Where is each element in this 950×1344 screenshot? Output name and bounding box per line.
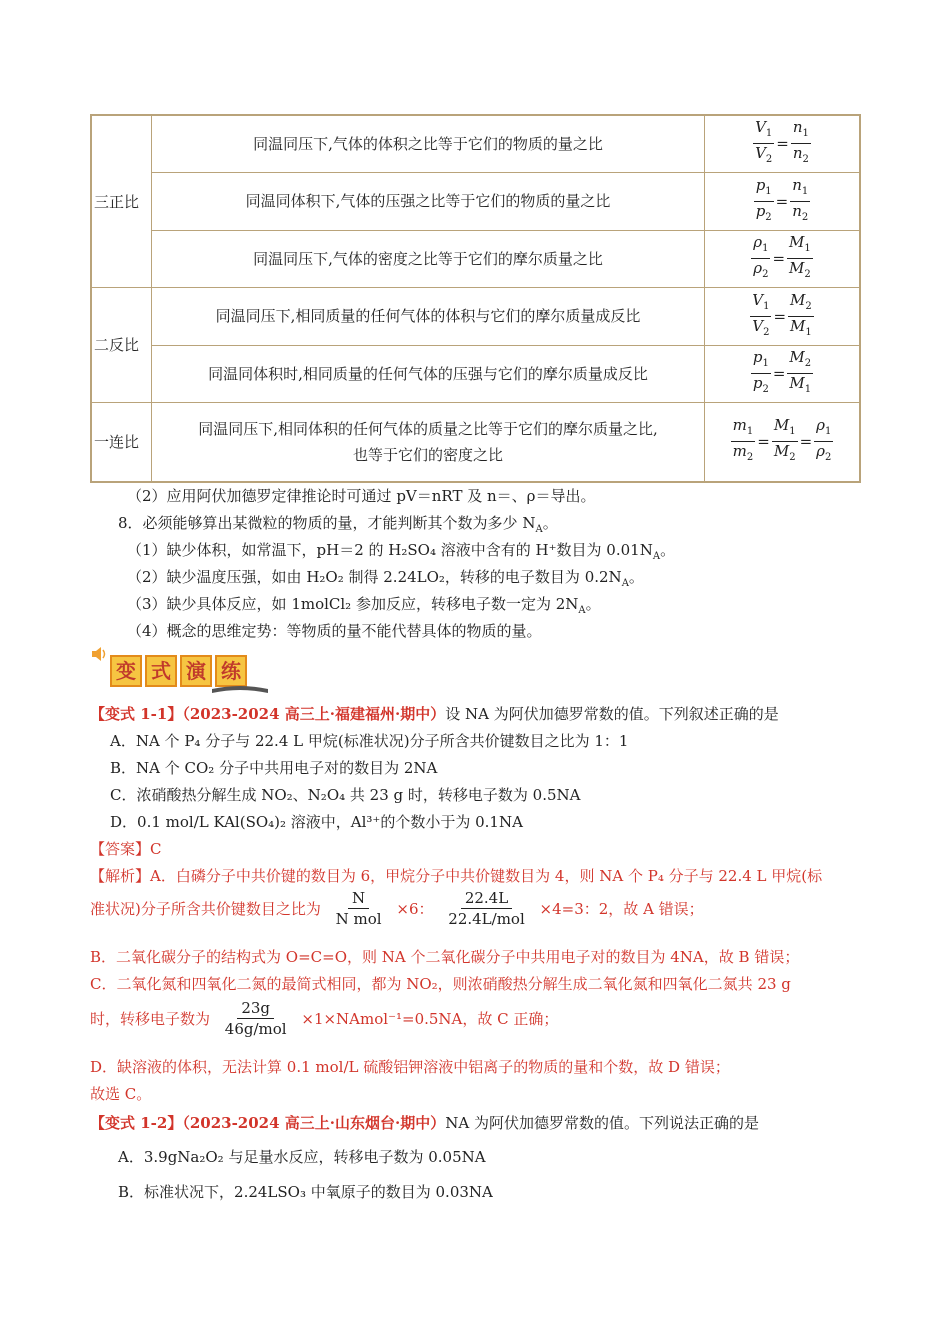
- question-1-header: [90, 703, 779, 724]
- question-2-header: [90, 1112, 759, 1133]
- speaker-icon: [90, 645, 108, 663]
- avogadro-law-table: [90, 114, 861, 483]
- banner-char: 式: [145, 655, 177, 687]
- option-a: A．NA 个 P₄ 分子与 22.4 L 甲烷(标准状况)分子所含共价键数目之比为 1：1: [110, 732, 629, 750]
- banner-char: 演: [180, 655, 212, 687]
- table-row-desc: 同温同压下,气体的密度之比等于它们的摩尔质量之比: [152, 230, 705, 287]
- formula-cell: $\frac{p_1}{p_2}$ = $\frac{n_1}{n_2}$: [705, 172, 861, 230]
- formula-cell: $\frac{m_1}{m_2}$ = $\frac{M_1}{M_2}$ = $\frac{\rho_1}{\rho_2}$: [705, 402, 861, 482]
- question-stem: 设 NA 为阿伏加德罗常数的值。下列叙述正确的是: [445, 705, 779, 723]
- formula-cell: $\frac{V_1}{V_2}$ = $\frac{n_1}{n_2}$: [705, 115, 861, 172]
- banner-char: 练: [215, 655, 247, 687]
- formula-cell: $\frac{V_1}{V_2}$ = $\frac{M_2}{M_1}$: [705, 287, 861, 345]
- section-banner: [90, 645, 270, 695]
- table-row-desc: 同温同压下,气体的体积之比等于它们的物质的量之比: [152, 115, 705, 172]
- formula-cell: $\frac{\rho_1}{\rho_2}$ = $\frac{M_1}{M_2}$: [705, 230, 861, 287]
- note-line: （2）应用阿伏加德罗定律推论时可通过 pV＝nRT 及 n＝、ρ＝导出。: [127, 487, 596, 505]
- question-tag: 【变式 1-2】: [90, 1114, 183, 1132]
- explanation-line: C．二氧化氮和四氧化二氮的最简式相同，都为 NO₂，则浓硝酸热分解生成二氧化氮和四氧化二氮共 23 g: [90, 975, 791, 993]
- group-label: 三正比: [91, 115, 152, 287]
- option-b: B．NA 个 CO₂ 分子中共用电子对的数目为 2NA: [110, 759, 438, 777]
- option-a: A．3.9gNa₂O₂ 与足量水反应，转移电子数为 0.05NA: [118, 1148, 486, 1166]
- table-row-desc: 同温同体积下,气体的压强之比等于它们的物质的量之比: [152, 172, 705, 230]
- banner-char: 变: [110, 655, 142, 687]
- explanation-line: 时，转移电子数为 $\frac{23g}{\text{46g/mol}}$ ×1×NAmol⁻¹=0.5NA，故 C 正确；: [90, 999, 559, 1038]
- question-source: （2023-2024 高三上·福建福州·期中）: [182, 705, 446, 723]
- explanation-line: B．二氧化碳分子的结构式为 O=C=O，则 NA 个二氧化碳分子中共用电子对的数目为 4NA，故 B 错误；: [90, 948, 800, 966]
- book-icon: [210, 683, 270, 697]
- table-row-desc: 同温同压下,相同质量的任何气体的体积与它们的摩尔质量成反比: [152, 287, 705, 345]
- explanation-line: 准状况)分子所含共价键数目之比为 $\frac{N}{\text{N mol}}$ ×6： $\frac{22.4L}{\text{22.4L/mol}}$ ×4=3：2，故 A 错误；: [90, 889, 704, 928]
- group-label: 一连比: [91, 402, 152, 482]
- note-line: （4）概念的思维定势：等物质的量不能代替具体的物质的量。: [127, 622, 542, 640]
- note-line: （3）缺少具体反应，如 1molCl₂ 参加反应，转移电子数一定为 $2N_A$。: [127, 595, 601, 616]
- table-row-desc: 同温同体积时,相同质量的任何气体的压强与它们的摩尔质量成反比: [152, 345, 705, 402]
- option-c: C．浓硝酸热分解生成 NO₂、N₂O₄ 共 23 g 时，转移电子数为 0.5NA: [110, 786, 581, 804]
- group-label: 二反比: [91, 287, 152, 402]
- explanation-line: 故选 C。: [90, 1085, 152, 1103]
- note-line: 8．必须能够算出某微粒的物质的量，才能判断其个数为多少 $N_A$。: [118, 514, 558, 535]
- option-d: D．0.1 mol/L KAl(SO₄)₂ 溶液中，Al³⁺的个数小于为 0.1NA: [110, 813, 523, 831]
- table-row-desc-line1: 同温同压下,相同体积的任何气体的质量之比等于它们的摩尔质量之比,: [198, 419, 658, 438]
- explanation-line: 【解析】A．白磷分子中共价键的数目为 6，甲烷分子中共价键数目为 4，则 NA 个 P₄ 分子与 22.4 L 甲烷(标: [90, 867, 823, 885]
- explanation-line: D．缺溶液的体积，无法计算 0.1 mol/L 硫酸铝钾溶液中铝离子的物质的量和个数，故 D 错误；: [90, 1058, 730, 1076]
- table-row-desc-line2: 也等于它们的密度之比: [352, 445, 503, 464]
- question-tag: 【变式 1-1】: [90, 705, 183, 723]
- answer: 【答案】C: [90, 840, 162, 858]
- note-line: （2）缺少温度压强，如由 H₂O₂ 制得 2.24LO₂，转移的电子数目为 $0.2N_A$。: [127, 568, 644, 589]
- question-source: （2023-2024 高三上·山东烟台·期中）: [182, 1114, 446, 1132]
- table-row-desc: [152, 402, 705, 482]
- question-stem: NA 为阿伏加德罗常数的值。下列说法正确的是: [445, 1114, 759, 1132]
- option-b: B．标准状况下，2.24LSO₃ 中氧原子的数目为 0.03NA: [118, 1183, 493, 1201]
- formula-cell: $\frac{p_1}{p_2}$ = $\frac{M_2}{M_1}$: [705, 345, 861, 402]
- note-line: （1）缺少体积，如常温下，pH＝2 的 H₂SO₄ 溶液中含有的 H⁺数目为 $0.01N_A$。: [127, 541, 676, 562]
